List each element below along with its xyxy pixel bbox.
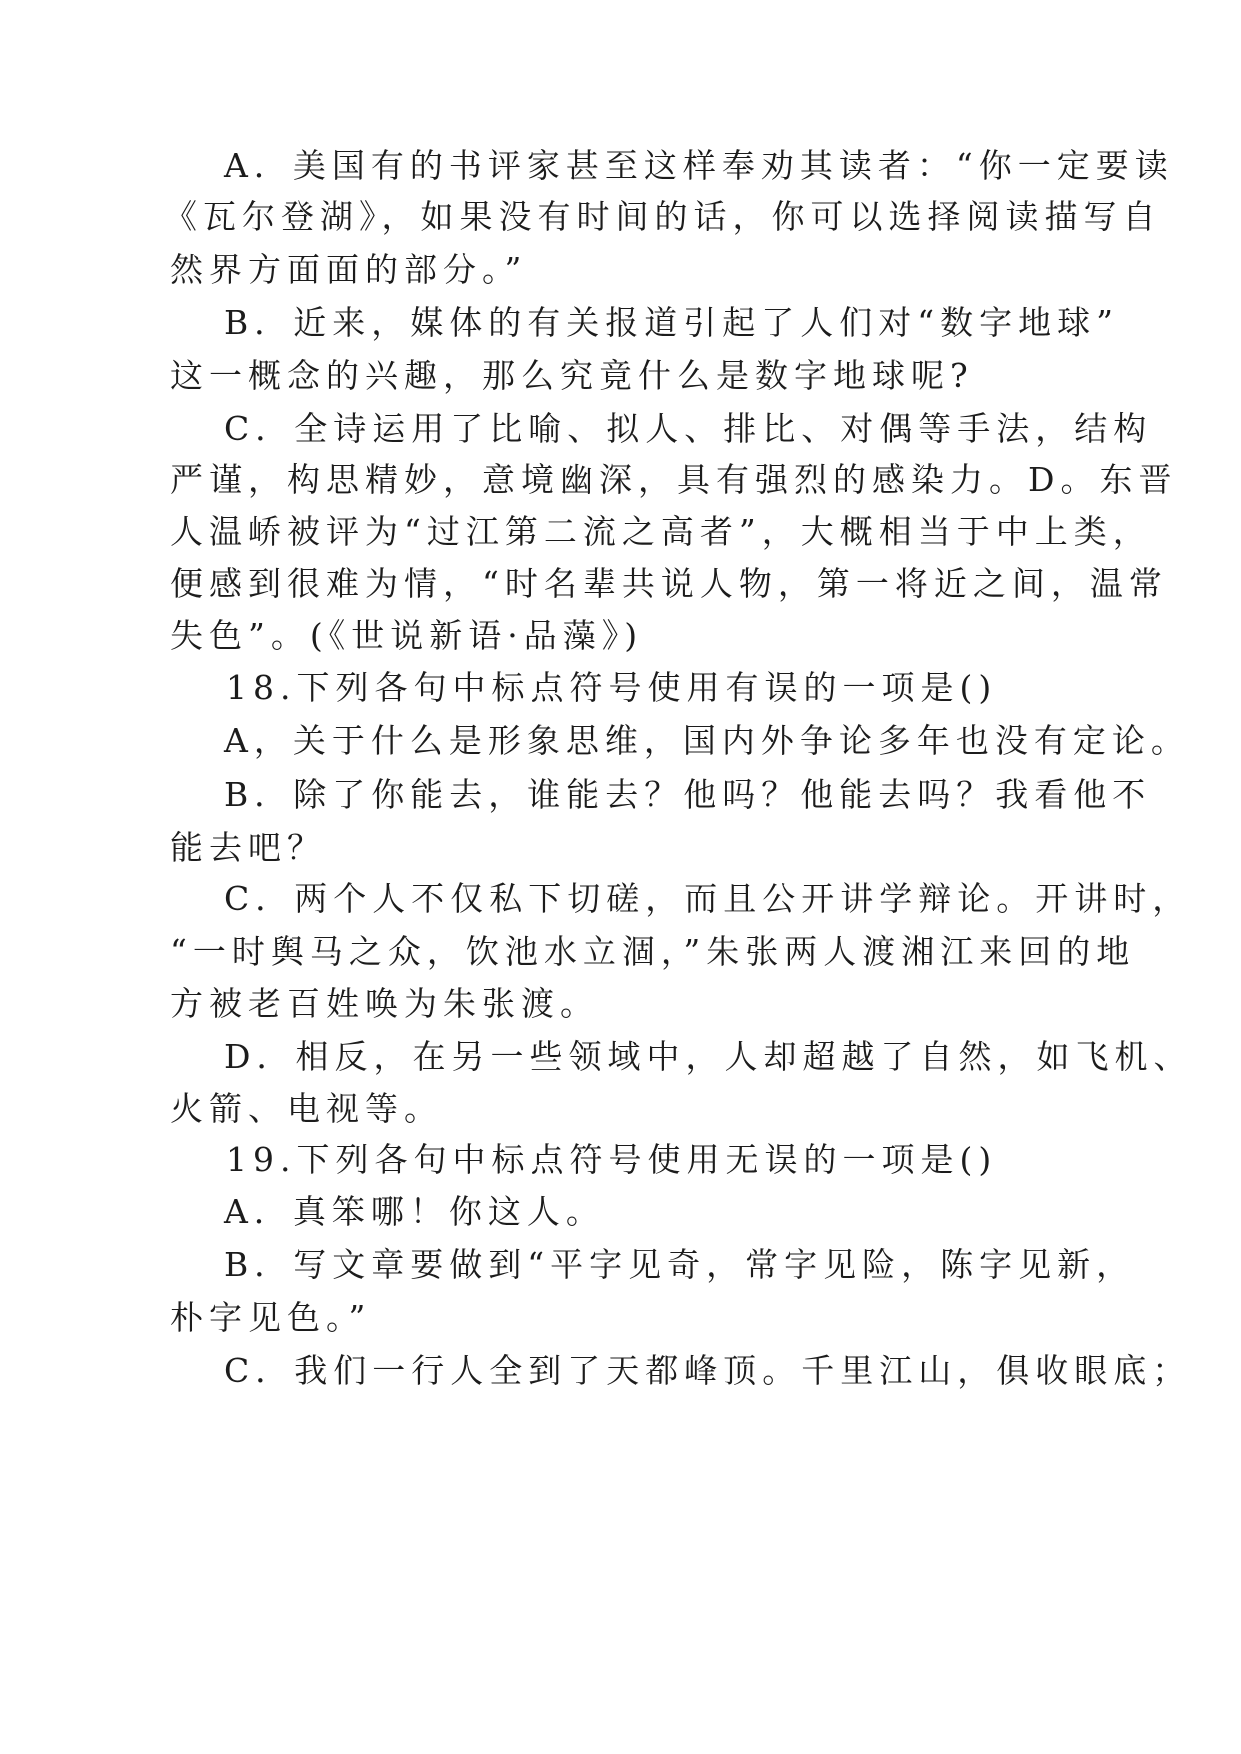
text-line: “一时舆马之众，饮池水立涸，”朱张两人渡湘江来回的地 [170,932,1136,971]
text-line: A，关于什么是形象思维，国内外争论多年也没有定论。 [224,721,1190,760]
text-line: A．美国有的书评家甚至这样奉劝其读者：“你一定要读 [224,146,1174,185]
text-line: 然界方面面的部分。” [170,250,528,289]
text-line: B．近来，媒体的有关报道引起了人们对“数字地球” [224,303,1119,342]
text-line: 失色”。(《世说新语·品藻》) [170,616,644,655]
question-heading: 19.下列各句中标点符号使用无误的一项是() [226,1140,998,1179]
text-line: 火箭、电视等。 [170,1089,443,1128]
text-line: 能去吧？ [170,828,326,867]
text-line: D．相反，在另一些领域中，人却超越了自然，如飞机、 [224,1037,1193,1076]
text-line: C．全诗运用了比喻、拟人、排比、对偶等手法，结构 [224,409,1153,448]
text-line: C．我们一行人全到了天都峰顶。千里江山，俱收眼底； [224,1351,1192,1390]
text-line: 《瓦尔登湖》，如果没有时间的话，你可以选择阅读描写自 [164,197,1162,236]
text-line: A．真笨哪！你这人。 [224,1192,605,1231]
text-line: B．除了你能去，谁能去？他吗？他能去吗？我看他不 [224,775,1152,814]
text-line: C．两个人不仅私下切磋，而且公开讲学辩论。开讲时， [224,879,1192,918]
text-line: 朴字见色。” [170,1298,372,1337]
text-line: 方被老百姓唤为朱张渡。 [170,984,599,1023]
text-line: 便感到很难为情，“时名辈共说人物，第一将近之间，温常 [170,564,1168,603]
question-heading: 18.下列各句中标点符号使用有误的一项是() [226,668,998,707]
text-line: 严谨，构思精妙，意境幽深，具有强烈的感染力。D。东晋 [170,460,1178,499]
text-line: 人温峤被评为“过江第二流之高者”，大概相当于中上类， [170,512,1152,551]
text-line: 这一概念的兴趣，那么究竟什么是数字地球呢? [170,356,974,395]
text-line: B．写文章要做到“平字见奇，常字见险，陈字见新， [224,1245,1136,1284]
